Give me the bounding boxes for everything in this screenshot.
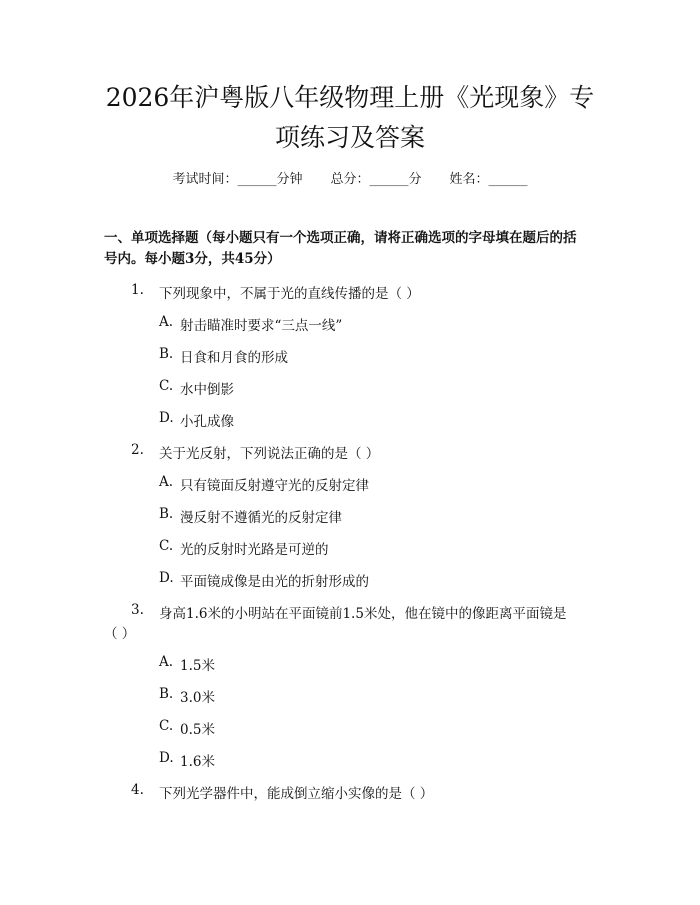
total-score: 总分：______分 bbox=[330, 172, 422, 187]
option-text: 射击瞄准时要求“三点一线” bbox=[180, 318, 343, 334]
option-text: 1.6米 bbox=[180, 754, 215, 770]
option-letter: B. bbox=[159, 506, 174, 522]
option-letter: D. bbox=[159, 570, 174, 586]
student-name: 姓名：______ bbox=[449, 172, 528, 187]
option-letter: D. bbox=[159, 750, 174, 766]
option-text: 水中倒影 bbox=[180, 382, 234, 398]
option-text: 漫反射不遵循光的反射定律 bbox=[180, 510, 342, 526]
exam-meta bbox=[0, 168, 700, 187]
question-number: 1. bbox=[131, 282, 144, 298]
section-heading-line-1: 一、单项选择题（每小题只有一个选项正确，请将正确选项的字母填在题后的括 bbox=[104, 230, 577, 246]
option-text: 0.5米 bbox=[180, 722, 215, 738]
document-title bbox=[60, 78, 640, 158]
option-text: 日食和月食的形成 bbox=[180, 350, 288, 366]
option-letter: A. bbox=[159, 654, 174, 670]
question-text: 关于光反射，下列说法正确的是（ ） bbox=[159, 446, 380, 462]
option-letter: B. bbox=[159, 346, 174, 362]
option-letter: C. bbox=[159, 538, 174, 554]
title-line-2: 项练习及答案 bbox=[274, 123, 425, 152]
option-text: 小孔成像 bbox=[180, 414, 234, 430]
section-heading bbox=[104, 228, 604, 270]
option-text: 1.5米 bbox=[180, 658, 215, 674]
option-text: 只有镜面反射遵守光的反射定律 bbox=[180, 478, 369, 494]
question-text: 下列现象中，不属于光的直线传播的是（ ） bbox=[159, 286, 420, 302]
option-text: 光的反射时光路是可逆的 bbox=[180, 542, 329, 558]
exam-time: 考试时间：______分钟 bbox=[172, 172, 303, 187]
section-heading-line-2: 号内。每小题3分，共45分） bbox=[104, 251, 281, 267]
option-text: 平面镜成像是由光的折射形成的 bbox=[180, 574, 369, 590]
question-text: 身高1.6米的小明站在平面镜前1.5米处，他在镜中的像距离平面镜是 bbox=[159, 606, 567, 622]
option-letter: D. bbox=[159, 410, 174, 426]
title-line-1: 2026年沪粤版八年级物理上册《光现象》专 bbox=[105, 83, 595, 112]
question-text: 下列光学器件中，能成倒立缩小实像的是（ ） bbox=[159, 786, 434, 802]
option-letter: C. bbox=[159, 378, 174, 394]
question-number: 4. bbox=[131, 782, 144, 798]
option-letter: A. bbox=[159, 314, 174, 330]
option-letter: A. bbox=[159, 474, 174, 490]
question-number: 3. bbox=[131, 602, 144, 618]
question-text-continuation: （ ） bbox=[104, 626, 136, 642]
question-number: 2. bbox=[131, 442, 144, 458]
option-text: 3.0米 bbox=[180, 690, 215, 706]
option-letter: B. bbox=[159, 686, 174, 702]
option-letter: C. bbox=[159, 718, 174, 734]
